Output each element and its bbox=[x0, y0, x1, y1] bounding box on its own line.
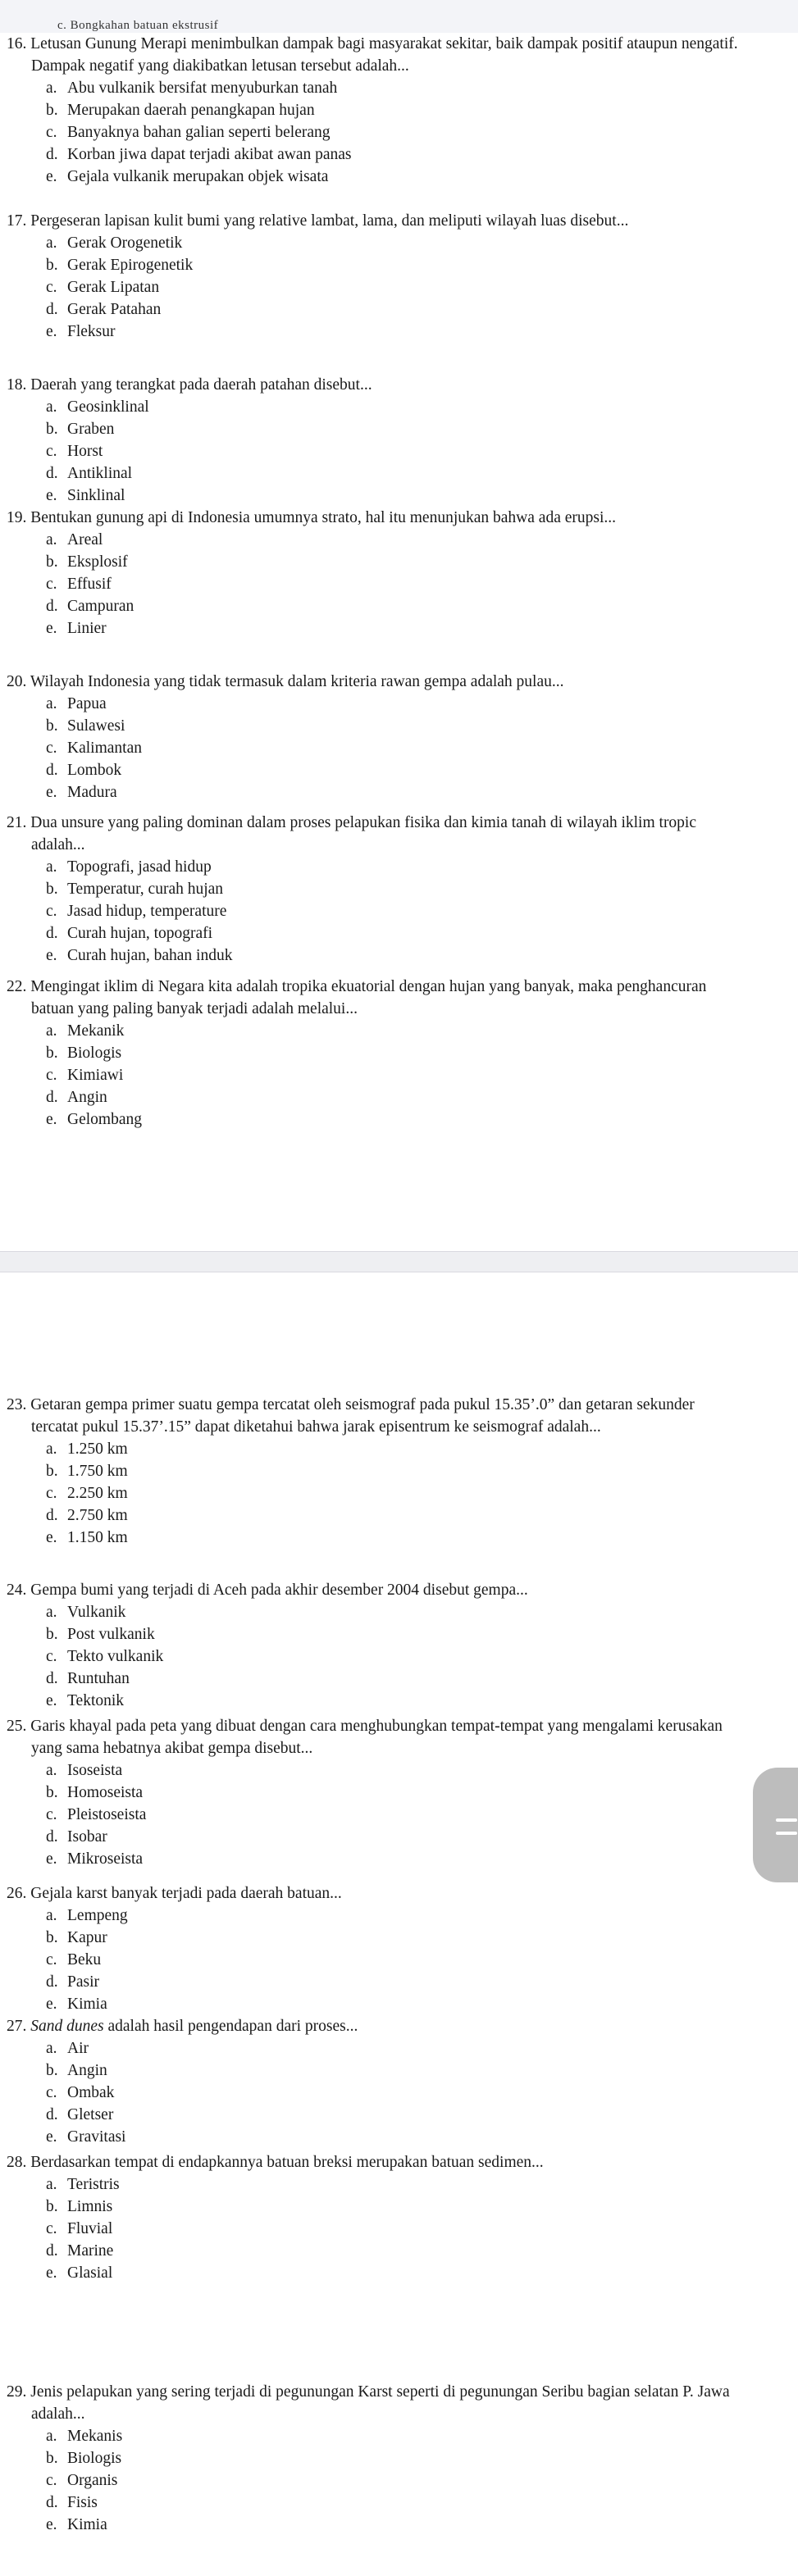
option-letter: c. bbox=[46, 740, 57, 757]
option-letter: b. bbox=[46, 553, 58, 571]
option-a bbox=[7, 1759, 745, 1782]
option-letter: a. bbox=[46, 858, 57, 876]
option-letter: c. bbox=[46, 1067, 57, 1084]
option-text: Isobar bbox=[67, 1828, 107, 1846]
option-text: Lempeng bbox=[67, 1907, 128, 1924]
option-letter: c. bbox=[46, 443, 57, 460]
option-b bbox=[7, 1927, 745, 1949]
option-letter: e. bbox=[46, 1996, 57, 2013]
page-separator bbox=[0, 1251, 798, 1272]
option-d bbox=[7, 462, 745, 485]
option-letter: c. bbox=[46, 576, 57, 593]
option-letter: b. bbox=[46, 717, 58, 735]
option-text: Runtuhan bbox=[67, 1670, 130, 1687]
option-text: Gravitasi bbox=[67, 2128, 126, 2146]
option-e bbox=[7, 1527, 745, 1549]
option-text: Temperatur, curah hujan bbox=[67, 881, 224, 898]
option-b bbox=[7, 1042, 745, 1064]
option-text: Curah hujan, topografi bbox=[67, 925, 213, 942]
option-c bbox=[7, 900, 745, 922]
option-b bbox=[7, 551, 745, 573]
option-letter: b. bbox=[46, 881, 58, 898]
option-text: Angin bbox=[67, 2062, 107, 2079]
option-text: Fleksur bbox=[67, 323, 116, 340]
option-letter: a. bbox=[46, 1907, 57, 1924]
question-stem: 24. Gempa bumi yang terjadi di Aceh pada akhir desember 2004 disebut gempa... bbox=[7, 1582, 528, 1599]
option-b bbox=[7, 2059, 745, 2082]
option-text: Sulawesi bbox=[67, 717, 125, 735]
option-text: Antiklinal bbox=[67, 465, 133, 482]
option-letter: d. bbox=[46, 1828, 58, 1846]
option-text: 1.750 km bbox=[67, 1463, 128, 1480]
option-letter: c. bbox=[46, 1485, 57, 1502]
option-c bbox=[7, 121, 745, 143]
option-letter: b. bbox=[46, 1463, 58, 1480]
option-letter: b. bbox=[46, 102, 58, 119]
option-text: Marine bbox=[67, 2242, 114, 2260]
option-letter: d. bbox=[46, 1507, 58, 1524]
option-text: Fluvial bbox=[67, 2220, 113, 2237]
option-b bbox=[7, 878, 745, 900]
option-text: Gejala vulkanik merupakan objek wisata bbox=[67, 168, 329, 185]
option-letter: a. bbox=[46, 398, 57, 416]
option-a bbox=[7, 396, 745, 418]
question-24 bbox=[7, 1579, 745, 1712]
option-text: Pasir bbox=[67, 1973, 99, 1991]
option-letter: a. bbox=[46, 2040, 57, 2057]
option-letter: c. bbox=[46, 279, 57, 296]
option-letter: d. bbox=[46, 925, 58, 942]
option-text: Lombok bbox=[67, 762, 122, 779]
option-a bbox=[7, 1020, 745, 1042]
option-text: Biologis bbox=[67, 2450, 122, 2467]
question-16 bbox=[7, 33, 745, 188]
option-d bbox=[7, 1971, 745, 1993]
option-text: 1.150 km bbox=[67, 1529, 128, 1546]
option-b bbox=[7, 715, 745, 737]
option-letter: c. bbox=[46, 1951, 57, 1968]
option-c bbox=[7, 1482, 745, 1504]
question-20 bbox=[7, 671, 745, 803]
option-d bbox=[7, 595, 745, 617]
handle-grip-line-2 bbox=[776, 1832, 797, 1835]
option-letter: a. bbox=[46, 2428, 57, 2445]
option-text: Beku bbox=[67, 1951, 102, 1968]
option-letter: d. bbox=[46, 301, 58, 318]
option-letter: b. bbox=[46, 257, 58, 274]
handle-grip-line-1 bbox=[776, 1818, 797, 1822]
option-a bbox=[7, 77, 745, 99]
option-letter: a. bbox=[46, 2176, 57, 2193]
question-29 bbox=[7, 2381, 745, 2536]
option-letter: e. bbox=[46, 784, 57, 801]
question-stem: 26. Gejala karst banyak terjadi pada daerah batuan... bbox=[7, 1885, 342, 1902]
option-letter: c. bbox=[46, 124, 57, 141]
option-d bbox=[7, 298, 745, 321]
option-letter: c. bbox=[46, 2220, 57, 2237]
question-stem: 22. Mengingat iklim di Negara kita adalah tropika ekuatorial dengan hujan yang banyak, maka penghancuran batuan yang paling banyak terjadi adalah melalui... bbox=[7, 978, 707, 1017]
option-letter: a. bbox=[46, 695, 57, 712]
option-text: Kimiawi bbox=[67, 1067, 124, 1084]
option-letter: d. bbox=[46, 598, 58, 615]
option-a bbox=[7, 1438, 745, 1460]
option-letter: e. bbox=[46, 487, 57, 504]
option-text: Madura bbox=[67, 784, 117, 801]
option-letter: e. bbox=[46, 947, 57, 964]
option-b bbox=[7, 1460, 745, 1482]
option-b bbox=[7, 418, 745, 440]
question-stem: 16. Letusan Gunung Merapi menimbulkan dampak bagi masyarakat sekitar, baik dampak positif ataupun nengatif. Dampak negatif yang diakibatkan letusan tersebut adalah... bbox=[7, 35, 738, 75]
option-text: Limnis bbox=[67, 2198, 113, 2215]
option-letter: a. bbox=[46, 80, 57, 97]
option-letter: d. bbox=[46, 2494, 58, 2511]
option-letter: d. bbox=[46, 1973, 58, 1991]
option-text: Gelombang bbox=[67, 1111, 142, 1128]
option-d bbox=[7, 759, 745, 781]
question-stem: 23. Getaran gempa primer suatu gempa tercatat oleh seismograf pada pukul 15.35’.0” dan getaran sekunder tercatat pukul 15.37’.15” dapat diketahui bahwa jarak episentrum ke seismograf adalah... bbox=[7, 1396, 695, 1436]
option-text: Graben bbox=[67, 421, 115, 438]
question-stem: 20. Wilayah Indonesia yang tidak termasuk dalam kriteria rawan gempa adalah pulau... bbox=[7, 673, 564, 690]
option-text: Geosinklinal bbox=[67, 398, 149, 416]
scroll-handle[interactable] bbox=[753, 1768, 798, 1882]
option-c bbox=[7, 573, 745, 595]
option-letter: e. bbox=[46, 1111, 57, 1128]
option-text: Campuran bbox=[67, 598, 135, 615]
option-b bbox=[7, 2447, 745, 2469]
option-e bbox=[7, 944, 745, 967]
option-text: Pleistoseista bbox=[67, 1806, 147, 1823]
option-letter: a. bbox=[46, 531, 57, 548]
question-22 bbox=[7, 976, 745, 1131]
option-letter: b. bbox=[46, 2198, 58, 2215]
option-letter: a. bbox=[46, 1762, 57, 1779]
option-a bbox=[7, 2037, 745, 2059]
option-text: Banyaknya bahan galian seperti belerang bbox=[67, 124, 331, 141]
option-d bbox=[7, 1504, 745, 1527]
question-stem: 29. Jenis pelapukan yang sering terjadi di pegunungan Karst seperti di pegunungan Seribu bagian selatan P. Jawa adalah... bbox=[7, 2383, 730, 2423]
question-28 bbox=[7, 2151, 745, 2284]
option-text: Papua bbox=[67, 695, 107, 712]
option-text: 2.250 km bbox=[67, 1485, 128, 1502]
question-26 bbox=[7, 1882, 745, 2015]
question-18 bbox=[7, 374, 745, 507]
option-text: 1.250 km bbox=[67, 1440, 128, 1458]
question-21 bbox=[7, 812, 745, 967]
option-letter: a. bbox=[46, 1022, 57, 1040]
option-letter: d. bbox=[46, 2106, 58, 2123]
option-text: Curah hujan, bahan induk bbox=[67, 947, 233, 964]
option-c bbox=[7, 276, 745, 298]
option-e bbox=[7, 2514, 745, 2536]
option-text: Gerak Epirogenetik bbox=[67, 257, 194, 274]
option-c bbox=[7, 1804, 745, 1826]
question-19 bbox=[7, 507, 745, 639]
option-letter: a. bbox=[46, 1604, 57, 1621]
option-text: Effusif bbox=[67, 576, 112, 593]
question-17 bbox=[7, 210, 745, 343]
option-b bbox=[7, 99, 745, 121]
option-text: Air bbox=[67, 2040, 89, 2057]
option-c bbox=[7, 1645, 745, 1668]
option-c bbox=[7, 440, 745, 462]
option-a bbox=[7, 1601, 745, 1623]
option-text: Ombak bbox=[67, 2084, 115, 2101]
option-a bbox=[7, 856, 745, 878]
option-letter: b. bbox=[46, 1929, 58, 1946]
option-e bbox=[7, 2126, 745, 2148]
option-text: Kalimantan bbox=[67, 740, 142, 757]
option-d bbox=[7, 1086, 745, 1108]
option-text: Kimia bbox=[67, 2516, 107, 2533]
option-a bbox=[7, 693, 745, 715]
option-e bbox=[7, 617, 745, 639]
option-text: 2.750 km bbox=[67, 1507, 128, 1524]
option-e bbox=[7, 781, 745, 803]
option-text: Merupakan daerah penangkapan hujan bbox=[67, 102, 315, 119]
option-a bbox=[7, 2425, 745, 2447]
question-27 bbox=[7, 2015, 745, 2148]
option-text: Linier bbox=[67, 620, 107, 637]
option-letter: c. bbox=[46, 2084, 57, 2101]
option-text: Areal bbox=[67, 531, 103, 548]
option-text: Korban jiwa dapat terjadi akibat awan panas bbox=[67, 146, 352, 163]
option-c bbox=[7, 2469, 745, 2492]
option-b bbox=[7, 2196, 745, 2218]
option-letter: c. bbox=[46, 1806, 57, 1823]
option-text: Gletser bbox=[67, 2106, 114, 2123]
option-d bbox=[7, 143, 745, 166]
question-25 bbox=[7, 1715, 745, 1870]
option-letter: e. bbox=[46, 168, 57, 185]
option-letter: d. bbox=[46, 1670, 58, 1687]
option-text: Mikroseista bbox=[67, 1850, 144, 1868]
option-text: Glasial bbox=[67, 2264, 113, 2282]
option-b bbox=[7, 254, 745, 276]
option-text: Topografi, jasad hidup bbox=[67, 858, 212, 876]
option-text: Gerak Patahan bbox=[67, 301, 162, 318]
option-letter: d. bbox=[46, 2242, 58, 2260]
option-letter: d. bbox=[46, 465, 58, 482]
option-d bbox=[7, 1826, 745, 1848]
option-letter: d. bbox=[46, 762, 58, 779]
option-letter: e. bbox=[46, 1850, 57, 1868]
option-e bbox=[7, 485, 745, 507]
option-a bbox=[7, 529, 745, 551]
option-text: Abu vulkanik bersifat menyuburkan tanah bbox=[67, 80, 338, 97]
option-d bbox=[7, 2240, 745, 2262]
option-e bbox=[7, 1690, 745, 1712]
option-text: Mekanik bbox=[67, 1022, 125, 1040]
option-e bbox=[7, 1108, 745, 1131]
option-text: Sinklinal bbox=[67, 487, 125, 504]
question-stem: 18. Daerah yang terangkat pada daerah patahan disebut... bbox=[7, 376, 372, 394]
option-c bbox=[7, 2082, 745, 2104]
question-stem: 27. Sand dunes adalah hasil pengendapan dari proses... bbox=[7, 2018, 358, 2035]
option-letter: b. bbox=[46, 1626, 58, 1643]
option-text: Tekto vulkanik bbox=[67, 1648, 164, 1665]
option-letter: e. bbox=[46, 1692, 57, 1709]
option-e bbox=[7, 1993, 745, 2015]
question-stem: 19. Bentukan gunung api di Indonesia umumnya strato, hal itu menunjukan bahwa ada erupsi... bbox=[7, 509, 617, 526]
option-a bbox=[7, 2173, 745, 2196]
option-a bbox=[7, 1905, 745, 1927]
option-letter: e. bbox=[46, 2516, 57, 2533]
option-letter: e. bbox=[46, 620, 57, 637]
option-letter: a. bbox=[46, 234, 57, 252]
option-text: Mekanis bbox=[67, 2428, 123, 2445]
option-letter: e. bbox=[46, 1529, 57, 1546]
option-letter: d. bbox=[46, 146, 58, 163]
option-c bbox=[7, 1064, 745, 1086]
option-letter: b. bbox=[46, 1784, 58, 1801]
option-e bbox=[7, 166, 745, 188]
option-text: Biologis bbox=[67, 1045, 122, 1062]
option-letter: b. bbox=[46, 2062, 58, 2079]
option-letter: a. bbox=[46, 1440, 57, 1458]
option-e bbox=[7, 2262, 745, 2284]
option-letter: e. bbox=[46, 323, 57, 340]
option-e bbox=[7, 1848, 745, 1870]
option-letter: b. bbox=[46, 1045, 58, 1062]
option-text: Isoseista bbox=[67, 1762, 123, 1779]
option-text: Homoseista bbox=[67, 1784, 144, 1801]
option-d bbox=[7, 1668, 745, 1690]
cut-off-previous-line: c. Bongkahan batuan ekstrusif bbox=[57, 20, 219, 31]
option-d bbox=[7, 922, 745, 944]
option-text: Post vulkanik bbox=[67, 1626, 155, 1643]
option-text: Gerak Lipatan bbox=[67, 279, 160, 296]
option-b bbox=[7, 1623, 745, 1645]
option-text: Gerak Orogenetik bbox=[67, 234, 183, 252]
option-text: Tektonik bbox=[67, 1692, 125, 1709]
option-text: Teristris bbox=[67, 2176, 120, 2193]
option-letter: b. bbox=[46, 421, 58, 438]
option-text: Organis bbox=[67, 2472, 118, 2489]
question-stem: 21. Dua unsure yang paling dominan dalam proses pelapukan fisika dan kimia tanah di wilayah iklim tropic adalah... bbox=[7, 814, 697, 853]
option-text: Fisis bbox=[67, 2494, 98, 2511]
option-d bbox=[7, 2104, 745, 2126]
question-stem: 17. Pergeseran lapisan kulit bumi yang relative lambat, lama, dan meliputi wilayah luas disebut... bbox=[7, 212, 629, 230]
option-text: Kimia bbox=[67, 1996, 107, 2013]
option-c bbox=[7, 1949, 745, 1971]
option-letter: e. bbox=[46, 2128, 57, 2146]
option-text: Horst bbox=[67, 443, 103, 460]
option-text: Kapur bbox=[67, 1929, 107, 1946]
option-letter: c. bbox=[46, 903, 57, 920]
question-stem: 28. Berdasarkan tempat di endapkannya batuan breksi merupakan batuan sedimen... bbox=[7, 2154, 544, 2171]
option-b bbox=[7, 1782, 745, 1804]
option-e bbox=[7, 321, 745, 343]
option-d bbox=[7, 2492, 745, 2514]
option-text: Angin bbox=[67, 1089, 107, 1106]
option-c bbox=[7, 2218, 745, 2240]
option-a bbox=[7, 232, 745, 254]
option-letter: c. bbox=[46, 1648, 57, 1665]
question-stem: 25. Garis khayal pada peta yang dibuat dengan cara menghubungkan tempat-tempat yang mengalami kerusakan yang sama hebatnya akibat gempa disebut... bbox=[7, 1718, 723, 1757]
option-letter: e. bbox=[46, 2264, 57, 2282]
option-letter: c. bbox=[46, 2472, 57, 2489]
option-text: Vulkanik bbox=[67, 1604, 126, 1621]
question-23 bbox=[7, 1394, 745, 1549]
option-text: Eksplosif bbox=[67, 553, 128, 571]
option-text: Jasad hidup, temperature bbox=[67, 903, 227, 920]
option-c bbox=[7, 737, 745, 759]
option-letter: d. bbox=[46, 1089, 58, 1106]
option-letter: b. bbox=[46, 2450, 58, 2467]
